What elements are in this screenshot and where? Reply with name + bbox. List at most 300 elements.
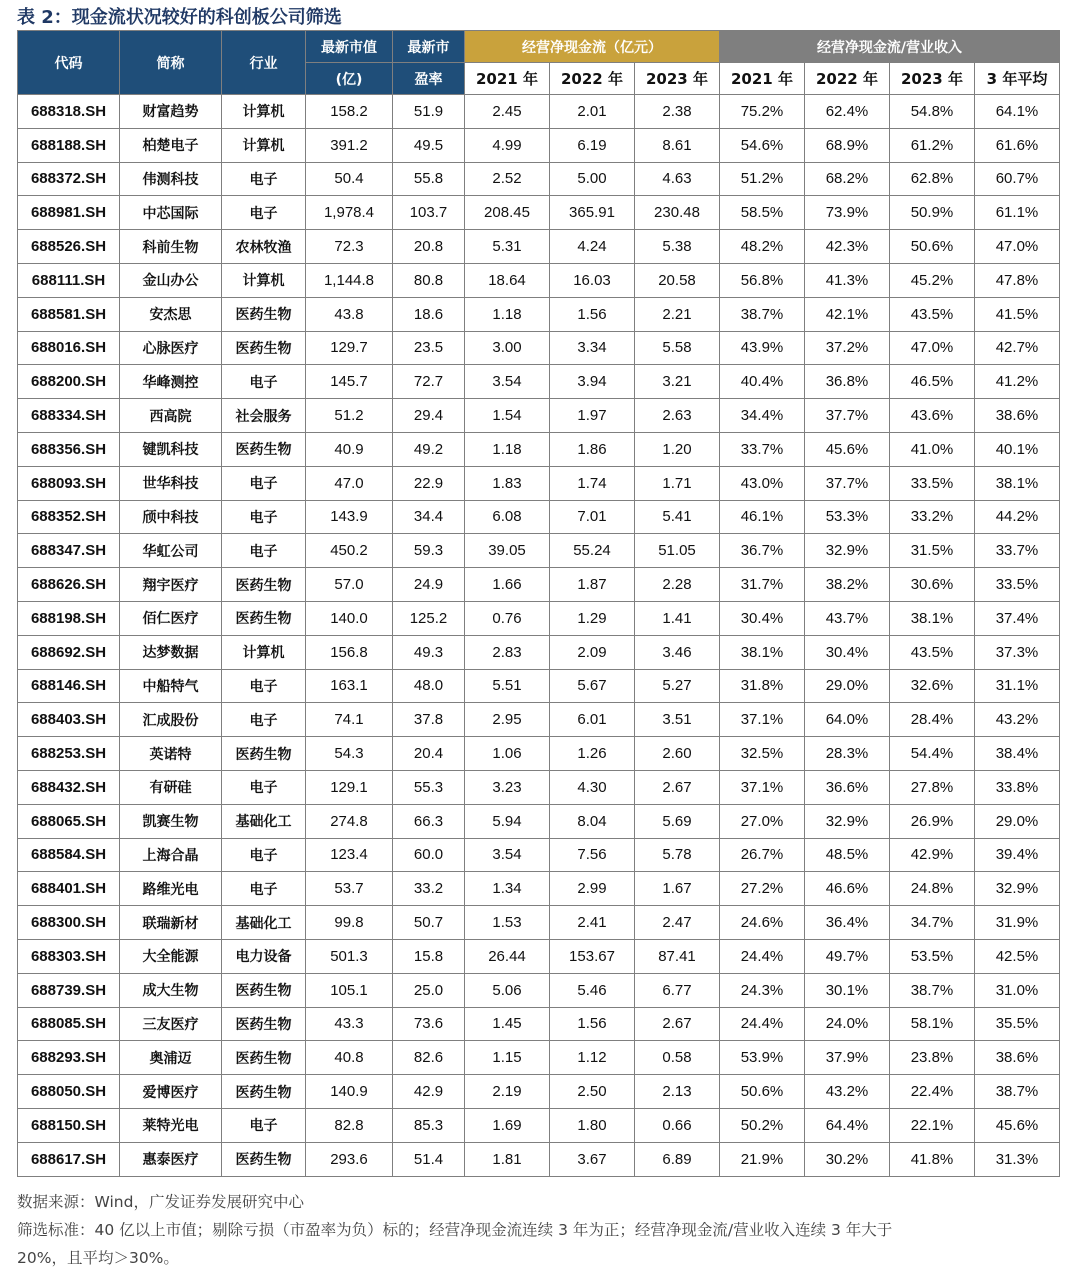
cell-cf-2022: 6.19 [550, 128, 635, 162]
cell-pe: 49.2 [393, 432, 465, 466]
cell-mktcap: 140.9 [306, 1075, 393, 1109]
cell-ratio-2022: 46.6% [805, 872, 890, 906]
cell-ratio-avg: 60.7% [975, 162, 1060, 196]
cell-ratio-2022: 68.9% [805, 128, 890, 162]
cell-ratio-2022: 43.7% [805, 601, 890, 635]
cell-ratio-avg: 31.9% [975, 906, 1060, 940]
table-row [18, 534, 1060, 568]
cell-industry: 医药生物 [222, 1007, 306, 1041]
cell-ratio-2023: 28.4% [890, 703, 975, 737]
cell-ratio-2023: 45.2% [890, 263, 975, 297]
cell-pe: 55.3 [393, 770, 465, 804]
cell-ratio-avg: 47.0% [975, 230, 1060, 264]
cell-name: 佰仁医疗 [120, 601, 222, 635]
cell-cf-2021: 1.83 [465, 466, 550, 500]
cell-mktcap: 57.0 [306, 568, 393, 602]
cell-pe: 48.0 [393, 669, 465, 703]
cell-code: 688085.SH [18, 1007, 120, 1041]
table-row [18, 399, 1060, 433]
cell-pe: 15.8 [393, 939, 465, 973]
cell-industry: 医药生物 [222, 331, 306, 365]
cell-cf-2021: 2.45 [465, 95, 550, 129]
cell-mktcap: 40.9 [306, 432, 393, 466]
table-body [18, 95, 1060, 1177]
cell-code: 688432.SH [18, 770, 120, 804]
cell-name: 世华科技 [120, 466, 222, 500]
cell-ratio-2023: 22.4% [890, 1075, 975, 1109]
cell-pe: 80.8 [393, 263, 465, 297]
cell-name: 大全能源 [120, 939, 222, 973]
cell-industry: 医药生物 [222, 297, 306, 331]
cell-name: 联瑞新材 [120, 906, 222, 940]
cell-cf-2023: 2.38 [635, 95, 720, 129]
cell-cf-2021: 2.19 [465, 1075, 550, 1109]
cell-mktcap: 163.1 [306, 669, 393, 703]
cell-pe: 103.7 [393, 196, 465, 230]
cell-mktcap: 156.8 [306, 635, 393, 669]
table-row [18, 297, 1060, 331]
cell-ratio-2023: 31.5% [890, 534, 975, 568]
cell-pe: 25.0 [393, 973, 465, 1007]
table-row [18, 872, 1060, 906]
table-row [18, 1108, 1060, 1142]
cell-cf-2023: 5.78 [635, 838, 720, 872]
cell-cf-2021: 3.23 [465, 770, 550, 804]
cell-ratio-2023: 33.5% [890, 466, 975, 500]
cell-pe: 51.9 [393, 95, 465, 129]
cell-name: 财富趋势 [120, 95, 222, 129]
cell-ratio-2023: 33.2% [890, 500, 975, 534]
cell-mktcap: 129.1 [306, 770, 393, 804]
cell-code: 688372.SH [18, 162, 120, 196]
cell-mktcap: 53.7 [306, 872, 393, 906]
cell-cf-2022: 1.74 [550, 466, 635, 500]
table-row [18, 838, 1060, 872]
cell-ratio-avg: 42.7% [975, 331, 1060, 365]
table-row [18, 669, 1060, 703]
cell-name: 汇成股份 [120, 703, 222, 737]
cell-name: 柏楚电子 [120, 128, 222, 162]
cell-ratio-avg: 32.9% [975, 872, 1060, 906]
cell-industry: 基础化工 [222, 804, 306, 838]
cell-code: 688150.SH [18, 1108, 120, 1142]
cell-industry: 计算机 [222, 128, 306, 162]
table-row [18, 128, 1060, 162]
cell-cf-2023: 1.67 [635, 872, 720, 906]
table-row [18, 162, 1060, 196]
cell-industry: 农林牧渔 [222, 230, 306, 264]
cell-pe: 23.5 [393, 331, 465, 365]
cell-ratio-2021: 40.4% [720, 365, 805, 399]
cell-name: 中芯国际 [120, 196, 222, 230]
cell-ratio-2023: 50.9% [890, 196, 975, 230]
cell-ratio-2021: 43.9% [720, 331, 805, 365]
cell-cf-2023: 2.28 [635, 568, 720, 602]
cell-cf-2022: 1.80 [550, 1108, 635, 1142]
cell-cf-2022: 2.41 [550, 906, 635, 940]
cell-industry: 医药生物 [222, 568, 306, 602]
cell-name: 莱特光电 [120, 1108, 222, 1142]
cell-industry: 医药生物 [222, 973, 306, 1007]
cell-code: 688581.SH [18, 297, 120, 331]
cell-cf-2022: 1.97 [550, 399, 635, 433]
cell-code: 688347.SH [18, 534, 120, 568]
cell-cf-2021: 1.15 [465, 1041, 550, 1075]
cell-cf-2021: 208.45 [465, 196, 550, 230]
cell-pe: 20.4 [393, 737, 465, 771]
cell-mktcap: 158.2 [306, 95, 393, 129]
cell-pe: 24.9 [393, 568, 465, 602]
cell-ratio-2021: 37.1% [720, 703, 805, 737]
cell-ratio-2023: 46.5% [890, 365, 975, 399]
cell-cf-2023: 2.47 [635, 906, 720, 940]
cell-pe: 60.0 [393, 838, 465, 872]
header-mktcap: 最新市值 [306, 31, 393, 63]
cell-industry: 计算机 [222, 635, 306, 669]
cell-pe: 125.2 [393, 601, 465, 635]
cell-cf-2022: 5.67 [550, 669, 635, 703]
cell-code: 688626.SH [18, 568, 120, 602]
table-row [18, 95, 1060, 129]
cell-cf-2023: 3.51 [635, 703, 720, 737]
table-row [18, 703, 1060, 737]
cell-cf-2022: 1.12 [550, 1041, 635, 1075]
cell-ratio-2021: 36.7% [720, 534, 805, 568]
cell-industry: 基础化工 [222, 906, 306, 940]
cell-pe: 42.9 [393, 1075, 465, 1109]
cell-industry: 医药生物 [222, 601, 306, 635]
cell-ratio-avg: 33.5% [975, 568, 1060, 602]
cell-cf-2023: 230.48 [635, 196, 720, 230]
cell-ratio-2023: 38.1% [890, 601, 975, 635]
cell-ratio-2021: 50.2% [720, 1108, 805, 1142]
table-row [18, 939, 1060, 973]
cell-code: 688356.SH [18, 432, 120, 466]
cell-ratio-2022: 42.1% [805, 297, 890, 331]
cell-pe: 20.8 [393, 230, 465, 264]
cell-industry: 电子 [222, 872, 306, 906]
cell-industry: 医药生物 [222, 1075, 306, 1109]
cell-ratio-2022: 29.0% [805, 669, 890, 703]
cell-cf-2021: 5.94 [465, 804, 550, 838]
table-row [18, 568, 1060, 602]
cell-code: 688050.SH [18, 1075, 120, 1109]
cell-ratio-2022: 49.7% [805, 939, 890, 973]
cell-cf-2021: 3.54 [465, 365, 550, 399]
cell-ratio-2023: 41.8% [890, 1142, 975, 1176]
cell-cf-2021: 2.83 [465, 635, 550, 669]
cell-name: 伟测科技 [120, 162, 222, 196]
header-cf-2022: 2022 年 [550, 63, 635, 95]
cell-cf-2023: 2.21 [635, 297, 720, 331]
header-cf-2023: 2023 年 [635, 63, 720, 95]
cell-ratio-2022: 28.3% [805, 737, 890, 771]
cell-cf-2023: 1.71 [635, 466, 720, 500]
table-row [18, 331, 1060, 365]
cell-mktcap: 54.3 [306, 737, 393, 771]
cell-mktcap: 145.7 [306, 365, 393, 399]
cell-ratio-2022: 73.9% [805, 196, 890, 230]
cell-code: 688403.SH [18, 703, 120, 737]
cell-ratio-2022: 36.4% [805, 906, 890, 940]
cell-mktcap: 140.0 [306, 601, 393, 635]
cell-name: 颀中科技 [120, 500, 222, 534]
cell-mktcap: 50.4 [306, 162, 393, 196]
cell-ratio-2021: 51.2% [720, 162, 805, 196]
cell-cf-2021: 3.00 [465, 331, 550, 365]
cell-cf-2022: 3.67 [550, 1142, 635, 1176]
cell-ratio-2022: 37.2% [805, 331, 890, 365]
cell-cf-2022: 6.01 [550, 703, 635, 737]
cell-cf-2022: 3.94 [550, 365, 635, 399]
cell-cf-2023: 0.58 [635, 1041, 720, 1075]
cell-name: 键凯科技 [120, 432, 222, 466]
cell-mktcap: 143.9 [306, 500, 393, 534]
cell-mktcap: 99.8 [306, 906, 393, 940]
cell-ratio-2021: 38.7% [720, 297, 805, 331]
cell-name: 华峰测控 [120, 365, 222, 399]
cell-cf-2021: 2.95 [465, 703, 550, 737]
cell-mktcap: 40.8 [306, 1041, 393, 1075]
cell-ratio-2023: 50.6% [890, 230, 975, 264]
cell-ratio-avg: 41.2% [975, 365, 1060, 399]
cell-code: 688981.SH [18, 196, 120, 230]
cell-ratio-2021: 43.0% [720, 466, 805, 500]
cell-cf-2023: 2.67 [635, 1007, 720, 1041]
cell-ratio-2021: 33.7% [720, 432, 805, 466]
cell-ratio-2021: 58.5% [720, 196, 805, 230]
cell-cf-2023: 2.13 [635, 1075, 720, 1109]
cell-code: 688016.SH [18, 331, 120, 365]
cell-mktcap: 1,144.8 [306, 263, 393, 297]
cell-industry: 电子 [222, 770, 306, 804]
cell-code: 688065.SH [18, 804, 120, 838]
cell-ratio-2023: 32.6% [890, 669, 975, 703]
cell-ratio-2021: 24.6% [720, 906, 805, 940]
cell-cf-2022: 7.01 [550, 500, 635, 534]
cell-industry: 电子 [222, 703, 306, 737]
cell-ratio-avg: 37.3% [975, 635, 1060, 669]
cell-ratio-2022: 68.2% [805, 162, 890, 196]
cell-ratio-avg: 38.4% [975, 737, 1060, 771]
table-row [18, 1041, 1060, 1075]
cell-ratio-2022: 36.6% [805, 770, 890, 804]
cell-pe: 73.6 [393, 1007, 465, 1041]
cell-pe: 55.8 [393, 162, 465, 196]
cell-cf-2021: 2.52 [465, 162, 550, 196]
cell-cf-2022: 2.09 [550, 635, 635, 669]
cell-cf-2021: 1.81 [465, 1142, 550, 1176]
cell-ratio-2023: 26.9% [890, 804, 975, 838]
table-row [18, 1075, 1060, 1109]
cell-ratio-2021: 31.7% [720, 568, 805, 602]
cell-ratio-2021: 53.9% [720, 1041, 805, 1075]
cell-ratio-2022: 36.8% [805, 365, 890, 399]
cell-name: 三友医疗 [120, 1007, 222, 1041]
cell-ratio-2022: 62.4% [805, 95, 890, 129]
cell-ratio-2021: 75.2% [720, 95, 805, 129]
cell-cf-2022: 4.24 [550, 230, 635, 264]
cell-ratio-avg: 61.1% [975, 196, 1060, 230]
cell-cf-2023: 51.05 [635, 534, 720, 568]
cell-name: 惠泰医疗 [120, 1142, 222, 1176]
cell-name: 上海合晶 [120, 838, 222, 872]
criteria-note-line1: 筛选标准：40 亿以上市值；剔除亏损（市盈率为负）标的；经营净现金流连续 3 年为正；经营净现金流/营业收入连续 3 年大于 [17, 1221, 893, 1239]
cell-pe: 59.3 [393, 534, 465, 568]
cell-industry: 计算机 [222, 263, 306, 297]
cell-industry: 医药生物 [222, 1142, 306, 1176]
cell-ratio-2021: 38.1% [720, 635, 805, 669]
cell-name: 有研硅 [120, 770, 222, 804]
cell-code: 688526.SH [18, 230, 120, 264]
cell-cf-2022: 2.50 [550, 1075, 635, 1109]
cell-ratio-2022: 30.1% [805, 973, 890, 1007]
cell-pe: 18.6 [393, 297, 465, 331]
cell-ratio-avg: 64.1% [975, 95, 1060, 129]
cell-ratio-avg: 31.3% [975, 1142, 1060, 1176]
cell-code: 688739.SH [18, 973, 120, 1007]
table-row [18, 770, 1060, 804]
cell-ratio-2022: 42.3% [805, 230, 890, 264]
cell-cf-2022: 8.04 [550, 804, 635, 838]
cell-ratio-2022: 32.9% [805, 534, 890, 568]
cell-mktcap: 51.2 [306, 399, 393, 433]
cell-ratio-2023: 53.5% [890, 939, 975, 973]
cell-mktcap: 82.8 [306, 1108, 393, 1142]
cell-ratio-avg: 33.7% [975, 534, 1060, 568]
cell-ratio-2023: 38.7% [890, 973, 975, 1007]
header-pe: 最新市 [393, 31, 465, 63]
table-row [18, 635, 1060, 669]
cell-ratio-2022: 37.9% [805, 1041, 890, 1075]
cell-ratio-avg: 38.6% [975, 399, 1060, 433]
cell-cf-2023: 5.38 [635, 230, 720, 264]
cell-ratio-2023: 54.8% [890, 95, 975, 129]
cell-cf-2021: 4.99 [465, 128, 550, 162]
cell-ratio-2023: 54.4% [890, 737, 975, 771]
cell-pe: 33.2 [393, 872, 465, 906]
cell-mktcap: 450.2 [306, 534, 393, 568]
cell-cf-2022: 1.56 [550, 297, 635, 331]
cell-industry: 电子 [222, 162, 306, 196]
cell-name: 奥浦迈 [120, 1041, 222, 1075]
cell-pe: 51.4 [393, 1142, 465, 1176]
cell-ratio-avg: 61.6% [975, 128, 1060, 162]
header-code: 代码 [18, 31, 120, 95]
cell-cf-2023: 3.46 [635, 635, 720, 669]
table-row [18, 1007, 1060, 1041]
cell-ratio-avg: 33.8% [975, 770, 1060, 804]
cell-ratio-2023: 61.2% [890, 128, 975, 162]
cell-cf-2022: 2.99 [550, 872, 635, 906]
cell-pe: 34.4 [393, 500, 465, 534]
cell-name: 翔宇医疗 [120, 568, 222, 602]
cell-cf-2022: 7.56 [550, 838, 635, 872]
cell-ratio-2021: 50.6% [720, 1075, 805, 1109]
cell-ratio-2023: 43.5% [890, 635, 975, 669]
cell-cf-2023: 8.61 [635, 128, 720, 162]
cell-code: 688146.SH [18, 669, 120, 703]
cell-pe: 82.6 [393, 1041, 465, 1075]
cell-ratio-2022: 64.4% [805, 1108, 890, 1142]
cell-code: 688352.SH [18, 500, 120, 534]
cell-cf-2023: 2.67 [635, 770, 720, 804]
cell-ratio-2023: 30.6% [890, 568, 975, 602]
cell-code: 688200.SH [18, 365, 120, 399]
cell-cf-2021: 6.08 [465, 500, 550, 534]
cell-name: 中船特气 [120, 669, 222, 703]
cell-industry: 电子 [222, 669, 306, 703]
cell-industry: 计算机 [222, 95, 306, 129]
header-ratio-avg: 3 年平均 [975, 63, 1060, 95]
cell-name: 爱博医疗 [120, 1075, 222, 1109]
cell-code: 688188.SH [18, 128, 120, 162]
cell-cf-2021: 1.34 [465, 872, 550, 906]
cell-ratio-2022: 43.2% [805, 1075, 890, 1109]
table-row [18, 432, 1060, 466]
cell-code: 688584.SH [18, 838, 120, 872]
table-row [18, 601, 1060, 635]
cell-ratio-2021: 26.7% [720, 838, 805, 872]
cell-ratio-avg: 44.2% [975, 500, 1060, 534]
cell-cf-2023: 20.58 [635, 263, 720, 297]
cell-ratio-2021: 37.1% [720, 770, 805, 804]
cell-ratio-2022: 48.5% [805, 838, 890, 872]
cell-name: 科前生物 [120, 230, 222, 264]
table-row [18, 500, 1060, 534]
cell-ratio-2023: 47.0% [890, 331, 975, 365]
cell-mktcap: 293.6 [306, 1142, 393, 1176]
cell-mktcap: 129.7 [306, 331, 393, 365]
header-mktcap-unit: (亿) [306, 63, 393, 95]
cell-name: 英诺特 [120, 737, 222, 771]
cell-cf-2023: 1.20 [635, 432, 720, 466]
cell-cf-2021: 1.54 [465, 399, 550, 433]
cell-ratio-avg: 42.5% [975, 939, 1060, 973]
header-group-cashflow: 经营净现金流（亿元） [465, 31, 720, 63]
cell-name: 金山办公 [120, 263, 222, 297]
cell-ratio-2022: 64.0% [805, 703, 890, 737]
cell-ratio-2023: 58.1% [890, 1007, 975, 1041]
cell-cf-2021: 3.54 [465, 838, 550, 872]
cell-name: 凯赛生物 [120, 804, 222, 838]
cell-code: 688617.SH [18, 1142, 120, 1176]
cell-cf-2021: 1.06 [465, 737, 550, 771]
cell-cf-2022: 4.30 [550, 770, 635, 804]
cell-ratio-2021: 54.6% [720, 128, 805, 162]
cell-ratio-2022: 41.3% [805, 263, 890, 297]
cell-mktcap: 47.0 [306, 466, 393, 500]
cell-mktcap: 123.4 [306, 838, 393, 872]
cell-ratio-2023: 24.8% [890, 872, 975, 906]
cell-ratio-2022: 30.4% [805, 635, 890, 669]
data-source-note: 数据来源：Wind，广发证券发展研究中心 [17, 1193, 304, 1211]
cell-industry: 电子 [222, 500, 306, 534]
cell-code: 688303.SH [18, 939, 120, 973]
cell-ratio-avg: 47.8% [975, 263, 1060, 297]
cell-ratio-2023: 62.8% [890, 162, 975, 196]
cell-mktcap: 74.1 [306, 703, 393, 737]
cell-ratio-2021: 27.2% [720, 872, 805, 906]
cell-mktcap: 501.3 [306, 939, 393, 973]
cell-cf-2023: 2.63 [635, 399, 720, 433]
cell-cf-2022: 2.01 [550, 95, 635, 129]
cell-ratio-2021: 34.4% [720, 399, 805, 433]
cell-ratio-2021: 21.9% [720, 1142, 805, 1176]
cell-industry: 电子 [222, 1108, 306, 1142]
cell-mktcap: 105.1 [306, 973, 393, 1007]
cell-pe: 29.4 [393, 399, 465, 433]
